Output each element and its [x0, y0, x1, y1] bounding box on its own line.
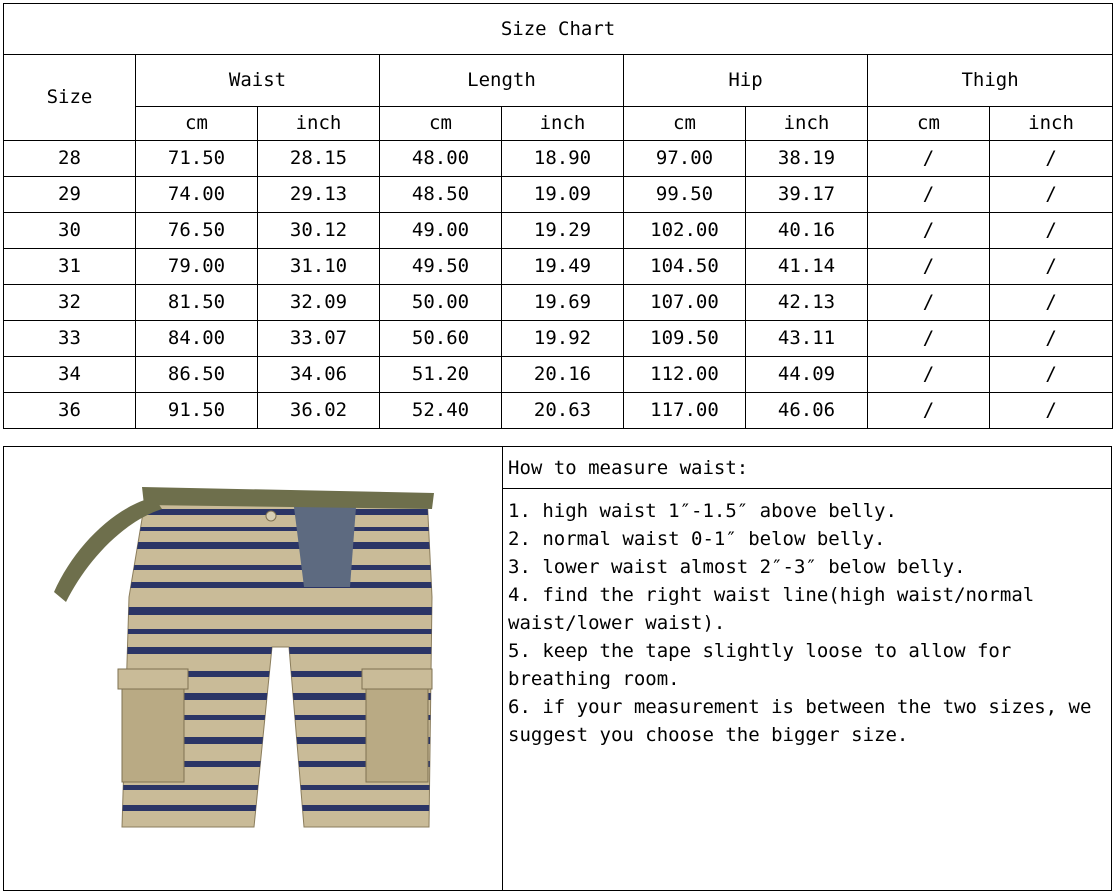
measurement-cell: 76.50	[136, 213, 258, 249]
measurement-cell: 79.00	[136, 249, 258, 285]
measurement-cell: 30.12	[258, 213, 380, 249]
size-cell: 28	[4, 141, 136, 177]
measurement-cell: 19.09	[502, 177, 624, 213]
size-chart-table	[3, 3, 1113, 429]
measurement-cell: /	[990, 393, 1113, 429]
guide-step: 4. find the right waist line(high waist/normal waist/lower waist).	[508, 584, 1035, 634]
unit-header: inch	[990, 107, 1113, 141]
measurement-cell: /	[868, 141, 990, 177]
unit-header: cm	[136, 107, 258, 141]
table-row	[4, 321, 1113, 357]
measurement-cell: 102.00	[624, 213, 746, 249]
measurement-cell: 36.02	[258, 393, 380, 429]
measurement-cell: /	[868, 249, 990, 285]
hip-group-header: Hip	[624, 55, 868, 107]
measurement-cell: /	[868, 321, 990, 357]
measurement-cell: 97.00	[624, 141, 746, 177]
unit-header: cm	[380, 107, 502, 141]
size-column-header: Size	[4, 55, 136, 141]
measurement-cell: 50.00	[380, 285, 502, 321]
measurement-cell: 49.50	[380, 249, 502, 285]
measurement-cell: /	[990, 141, 1113, 177]
measurement-cell: 117.00	[624, 393, 746, 429]
measurement-cell: /	[868, 357, 990, 393]
measurement-cell: 18.90	[502, 141, 624, 177]
measurement-cell: 34.06	[258, 357, 380, 393]
guide-step: 2. normal waist 0-1″ below belly.	[508, 528, 886, 550]
product-photo	[4, 447, 503, 890]
thigh-group-header: Thigh	[868, 55, 1113, 107]
measurement-cell: 28.15	[258, 141, 380, 177]
guide-step: 6. if your measurement is between the two sizes, we suggest you choose the bigger size.	[508, 696, 1092, 746]
guide-step: 1. high waist 1″-1.5″ above belly.	[508, 500, 897, 522]
waist-group-header: Waist	[136, 55, 380, 107]
measurement-cell: 107.00	[624, 285, 746, 321]
unit-header: cm	[624, 107, 746, 141]
measurement-cell: 104.50	[624, 249, 746, 285]
cargo-shorts-image	[4, 447, 502, 890]
measurement-cell: /	[990, 285, 1113, 321]
measurement-cell: 40.16	[746, 213, 868, 249]
fly-lining	[294, 507, 356, 587]
measurement-cell: 81.50	[136, 285, 258, 321]
guide-steps	[503, 489, 1111, 749]
measurement-cell: /	[990, 177, 1113, 213]
measurement-cell: 48.00	[380, 141, 502, 177]
table-row	[4, 141, 1113, 177]
unit-header: cm	[868, 107, 990, 141]
measurement-cell: /	[868, 213, 990, 249]
measurement-cell: 29.13	[258, 177, 380, 213]
measurement-cell: 19.92	[502, 321, 624, 357]
measurement-cell: /	[990, 213, 1113, 249]
unit-header: inch	[746, 107, 868, 141]
table-row	[4, 357, 1113, 393]
measurement-cell: 71.50	[136, 141, 258, 177]
measurement-cell: 19.29	[502, 213, 624, 249]
unit-header: inch	[502, 107, 624, 141]
measurement-cell: 44.09	[746, 357, 868, 393]
measurement-cell: 99.50	[624, 177, 746, 213]
size-cell: 33	[4, 321, 136, 357]
guide-step: 3. lower waist almost 2″-3″ below belly.	[508, 556, 966, 578]
size-cell: 34	[4, 357, 136, 393]
measurement-cell: 112.00	[624, 357, 746, 393]
measurement-cell: 38.19	[746, 141, 868, 177]
table-row	[4, 249, 1113, 285]
table-row	[4, 393, 1113, 429]
measurement-cell: 19.69	[502, 285, 624, 321]
measurement-cell: /	[868, 177, 990, 213]
measurement-cell: 43.11	[746, 321, 868, 357]
measure-instructions	[503, 447, 1111, 890]
measurement-cell: /	[990, 249, 1113, 285]
size-chart-title: Size Chart	[4, 4, 1113, 55]
measurement-cell: 91.50	[136, 393, 258, 429]
measurement-cell: 84.00	[136, 321, 258, 357]
size-cell: 31	[4, 249, 136, 285]
table-row	[4, 285, 1113, 321]
measurement-cell: 109.50	[624, 321, 746, 357]
guide-title: How to measure waist:	[503, 447, 1111, 489]
measurement-cell: 51.20	[380, 357, 502, 393]
measurement-cell: 20.63	[502, 393, 624, 429]
measure-guide-panel	[3, 446, 1112, 891]
measurement-cell: /	[868, 285, 990, 321]
size-cell: 36	[4, 393, 136, 429]
measurement-cell: 31.10	[258, 249, 380, 285]
measurement-cell: 52.40	[380, 393, 502, 429]
measurement-cell: 20.16	[502, 357, 624, 393]
measurement-cell: 32.09	[258, 285, 380, 321]
size-cell: 32	[4, 285, 136, 321]
measurement-cell: /	[990, 357, 1113, 393]
table-row	[4, 177, 1113, 213]
measurement-cell: /	[990, 321, 1113, 357]
measurement-cell: 50.60	[380, 321, 502, 357]
measurement-cell: 39.17	[746, 177, 868, 213]
measurement-cell: 49.00	[380, 213, 502, 249]
size-cell: 30	[4, 213, 136, 249]
button	[266, 511, 276, 521]
length-group-header: Length	[380, 55, 624, 107]
measurement-cell: 86.50	[136, 357, 258, 393]
measurement-cell: /	[868, 393, 990, 429]
measurement-cell: 41.14	[746, 249, 868, 285]
measurement-cell: 46.06	[746, 393, 868, 429]
unit-header: inch	[258, 107, 380, 141]
guide-step: 5. keep the tape slightly loose to allow for breathing room.	[508, 640, 1012, 690]
measurement-cell: 33.07	[258, 321, 380, 357]
measurement-cell: 19.49	[502, 249, 624, 285]
measurement-cell: 42.13	[746, 285, 868, 321]
measurement-cell: 74.00	[136, 177, 258, 213]
table-row	[4, 213, 1113, 249]
size-cell: 29	[4, 177, 136, 213]
measurement-cell: 48.50	[380, 177, 502, 213]
